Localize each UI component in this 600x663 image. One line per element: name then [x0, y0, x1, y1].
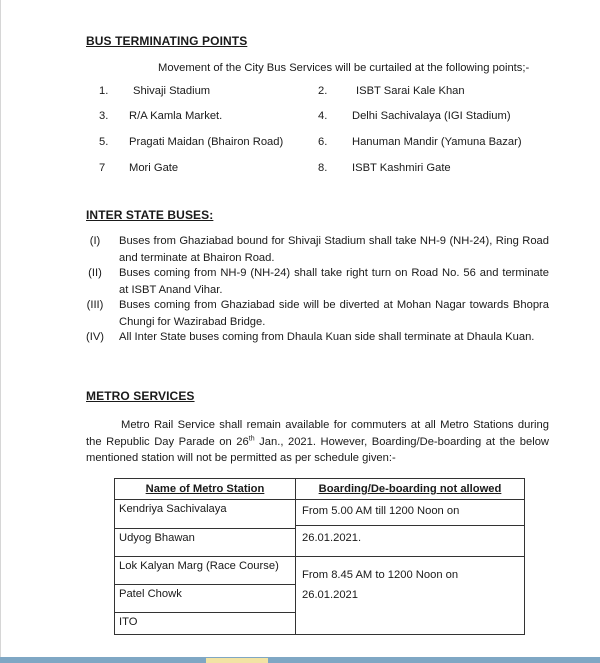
station-cell: Udyog Bhawan [115, 528, 296, 557]
bus-point-text: Pragati Maidan (Bhairon Road) [129, 136, 284, 148]
timing-cell [296, 500, 525, 557]
column-header-timing: Boarding/De-boarding not allowed [296, 479, 525, 500]
interstate-item-text: Buses from Ghaziabad bound for Shivaji Stadium shall take NH-9 (NH-24), Ring Road and terminate at Bhairon Road. [119, 235, 549, 264]
table-header-row [115, 479, 525, 500]
bottom-scroll-bar [0, 657, 600, 663]
column-header-station: Name of Metro Station [115, 479, 296, 500]
interstate-item-num: (III) [86, 299, 104, 311]
bus-point-num: 3. [99, 110, 109, 122]
interstate-item-num: (II) [88, 267, 102, 279]
metro-paragraph [86, 417, 549, 467]
bus-point-text: ISBT Sarai Kale Khan [356, 85, 465, 97]
bus-point-num: 1. [99, 85, 109, 97]
timing-line: 26.01.2021 [302, 589, 358, 601]
station-cell: Patel Chowk [115, 585, 296, 613]
bus-point-num: 7 [99, 162, 106, 174]
timing-cell [296, 557, 525, 635]
bus-point-text: Hanuman Mandir (Yamuna Bazar) [352, 136, 522, 148]
interstate-item-num: (I) [89, 235, 101, 247]
bus-point-num: 6. [318, 136, 328, 148]
bus-point-num: 4. [318, 110, 328, 122]
metro-paragraph-start: Metro Rail Service shall remain available for commuters at all Metro Stations during the Republic Day Parade on 26 [86, 419, 549, 448]
metro-paragraph-superscript: th [248, 434, 255, 442]
station-cell: ITO [115, 613, 296, 635]
bus-point-num: 2. [318, 85, 328, 97]
interstate-item-num: (IV) [85, 331, 105, 343]
station-cell: Kendriya Sachivalaya [115, 500, 296, 529]
metro-paragraph-end: Jan., 2021. However, Boarding/De-boarding at the below mentioned station will not be permitted as per schedule given:- [86, 435, 550, 464]
bus-point-num: 5. [99, 136, 109, 148]
bottom-bar-tab [206, 658, 268, 663]
metro-schedule-table [114, 478, 525, 635]
metro-heading: METRO SERVICES [86, 389, 195, 403]
table-row [115, 500, 525, 529]
bus-point-text: ISBT Kashmiri Gate [352, 162, 451, 174]
interstate-item-text: All Inter State buses coming from Dhaula Kuan side shall terminate at Dhaula Kuan. [119, 331, 535, 343]
bus-point-num: 8. [318, 162, 328, 174]
bus-point-text: Mori Gate [129, 162, 179, 174]
bus-point-text: Shivaji Stadium [133, 85, 211, 97]
interstate-heading: INTER STATE BUSES: [86, 208, 214, 222]
interstate-item-text: Buses coming from Ghaziabad side will be diverted at Mohan Nagar towards Bhopra Chungi for Wazirabad Bridge. [119, 299, 549, 328]
timing-line: 26.01.2021. [296, 525, 524, 556]
bus-point-text: Delhi Sachivalaya (IGI Stadium) [352, 110, 511, 122]
bus-intro: Movement of the City Bus Services will be curtailed at the following points;- [158, 62, 530, 74]
timing-line: From 8.45 AM to 1200 Noon on [302, 569, 459, 581]
bus-terminating-heading: BUS TERMINATING POINTS [86, 34, 248, 48]
table-row [115, 557, 525, 585]
interstate-item-text: Buses coming from NH-9 (NH-24) shall take right turn on Road No. 56 and terminate at ISBT Anand Vihar. [119, 267, 549, 296]
bus-point-text: R/A Kamla Market. [129, 110, 223, 122]
station-cell: Lok Kalyan Marg (Race Course) [115, 557, 296, 585]
timing-line: From 5.00 AM till 1200 Noon on [302, 505, 460, 517]
